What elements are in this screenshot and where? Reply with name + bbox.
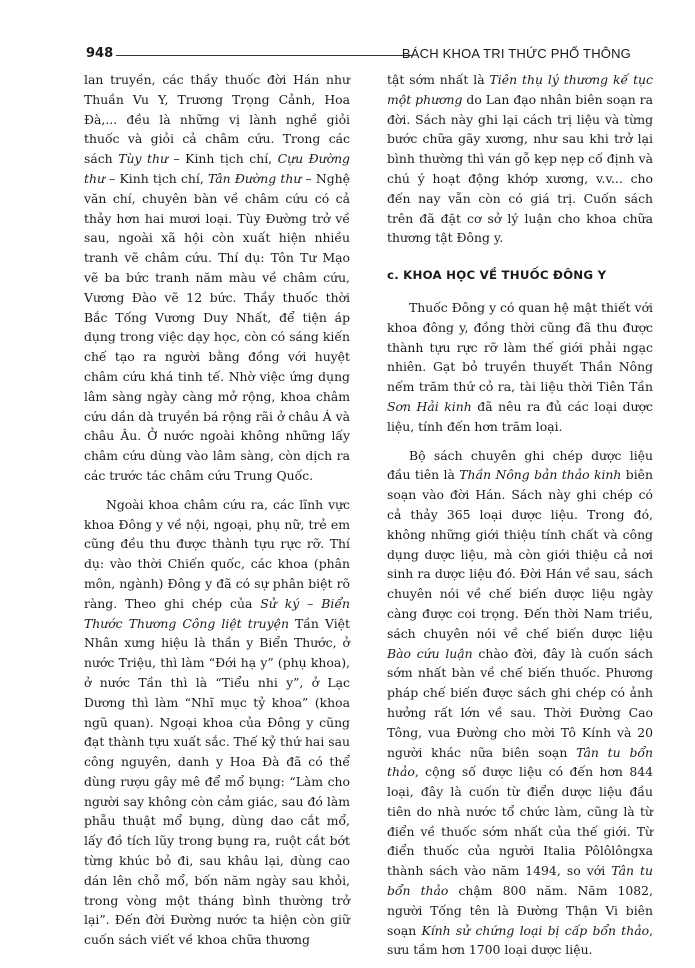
section-heading: c. KHOA HỌC VỀ THUỐC ĐÔNG Y <box>387 268 607 283</box>
page-number: 948 <box>86 46 114 61</box>
paragraph: Thuốc Đông y có quan hệ mật thiết với khoa đông y, đồng thời cũng đã thu được thành tựu rực rỡ làm thế giới phải ngạc nhiên. Gạt bỏ truyền thuyết Thần Nông nếm trăm thứ cỏ ra, tài liệu thời Tiên Tần Sơn Hải kinh đã nêu ra đủ các loại dược liệu, tính đến hơn trăm loại. <box>387 299 653 434</box>
paragraph: Bộ sách chuyên ghi chép dược liệu đầu tiên là Thần Nông bản thảo kinh biên soạn vào đời Hán. Sách này ghi chép có cả thảy 365 loại dược liệu. Trong đó, không những giới thiệu tính chất và công dụng dược liệu, mà còn giới thiệu cả nơi sinh ra dược liệu đó. Đời Hán về sau, sách chuyên nói về chế biến dược liệu ngày càng được coi trọng. Đến thời Nam triều, sách chuyên nói về chế biến dược liệu Bào cứu luận chào đời, đây là cuốn sách sớm nhất bàn về chế biến thuốc. Phương pháp chế biến được sách ghi chép có ảnh hưởng rất lớn về sau. Thời Đường Cao Tông, vua Đường cho mời Tô Kính và 20 người khác nữa biên soạn Tân tu bổn thảo, cộng số dược liệu có đến hơn 844 loại, đây là cuốn từ điển dược liệu đầu tiên do nhà nước tổ chức làm, cũng là từ điển về thuốc sớm nhất của thế giới. Từ điển thuốc của người Italia Pôlôlôngxa thành sách vào năm 1494, so với Tân tu bổn thảo chậm 800 năm. Năm 1082, người Tống tên là Đường Thận Vi biên soạn Kính sử chứng loại bị cấp bổn thảo, sưu tầm hơn 1700 loại dược liệu. <box>387 447 653 958</box>
running-title: BÁCH KHOA TRI THỨC PHỔ THÔNG <box>401 46 631 61</box>
header-rule <box>116 55 413 56</box>
right-column <box>387 70 653 960</box>
paragraph: lan truyền, các thầy thuốc đời Hán như Thuần Vu Y, Trương Trọng Cảnh, Hoa Đà,... đều là những vị lành nghề giỏi thuốc và giỏi cả châm cứu. Trong các sách Tùy thư – Kinh tịch chí, Cựu Đường thư – Kinh tịch chí, Tân Đường thư – Nghệ văn chí, chuyên bàn về châm cứu có cả thảy hơn hai mươi loại. Tùy Đường trở về sau, ngoài xã hội còn xuất hiện nhiều tranh vẽ châm cứu. Thí dụ: Tôn Tư Mạo vẽ ba bức tranh năm màu về châm cứu, Vương Đào vẽ 12 bức. Thầy thuốc thời Bắc Tống Vương Duy Nhất, để tiện áp dụng trong việc dạy học, còn có sáng kiến chế tạo ra người bằng đồng với huyệt châm cứu khá tinh tế. Nhờ việc ứng dụng lâm sàng ngày càng mở rộng, khoa châm cứu dần dà truyền bá rộng rãi ở châu Á và châu Âu. Ở nước ngoài không những lấy châm cứu dùng vào lâm sàng, còn dịch ra các trước tác châm cứu Trung Quốc. <box>84 72 350 483</box>
paragraph: Ngoài khoa châm cứu ra, các lĩnh vực khoa Đông y về nội, ngoại, phụ nữ, trẻ em cũng đều thu được thành tựu rực rỡ. Thí dụ: vào thời Chiến quốc, các khoa (phân môn, ngành) Đông y đã có sự phân biệt rõ ràng. Theo ghi chép của Sử ký – Biển Thước Thương Công liệt truyện Tần Việt Nhân xưng hiệu là thần y Biển Thước, ở nước Triệu, thì làm “Đới hạ y” (phụ khoa), ở nước Tần thì là “Tiểu nhi y”, ở Lạc Dương thì làm “Nhĩ mục tỷ khoa” (khoa ngũ quan). Ngoại khoa của Đông y cũng đạt thành tựu xuất sắc. Thế kỷ thứ hai sau công nguyên, danh y Hoa Đà đã có thể dùng rượu gây mê để mổ bụng: “Làm cho người say không còn cảm giác, sau đó làm phẫu thuật mổ bụng, dùng dao cắt mổ, lấy đồ tích lũy trong bụng ra, ruột cắt bớt từng khúc bỏ đi, sau khâu lại, dùng cao dán lên chỗ mổ, bốn năm ngày sau khỏi, trong vòng một tháng bình thường trở lại”. Đến đời Đường nước ta hiện còn giữ cuốn sách viết về khoa chữa thương <box>84 496 350 948</box>
left-column <box>84 70 350 950</box>
paragraph: tật sớm nhất là Tiên thụ lý thương kế tục một phương do Lan đạo nhân biên soạn ra đời. Sách này ghi lại cách trị liệu và từng bước chữa gãy xương, như sau khi trở lại bình thường thì ván gỗ kẹp nẹp cố định và chú ý hoạt động khớp xương, v.v... cho đến nay vẫn còn có giá trị. Cuốn sách trên đã đặt cơ sở lý luận cho khoa chữa thương tật Đông y. <box>387 72 653 246</box>
page-header <box>86 42 631 66</box>
